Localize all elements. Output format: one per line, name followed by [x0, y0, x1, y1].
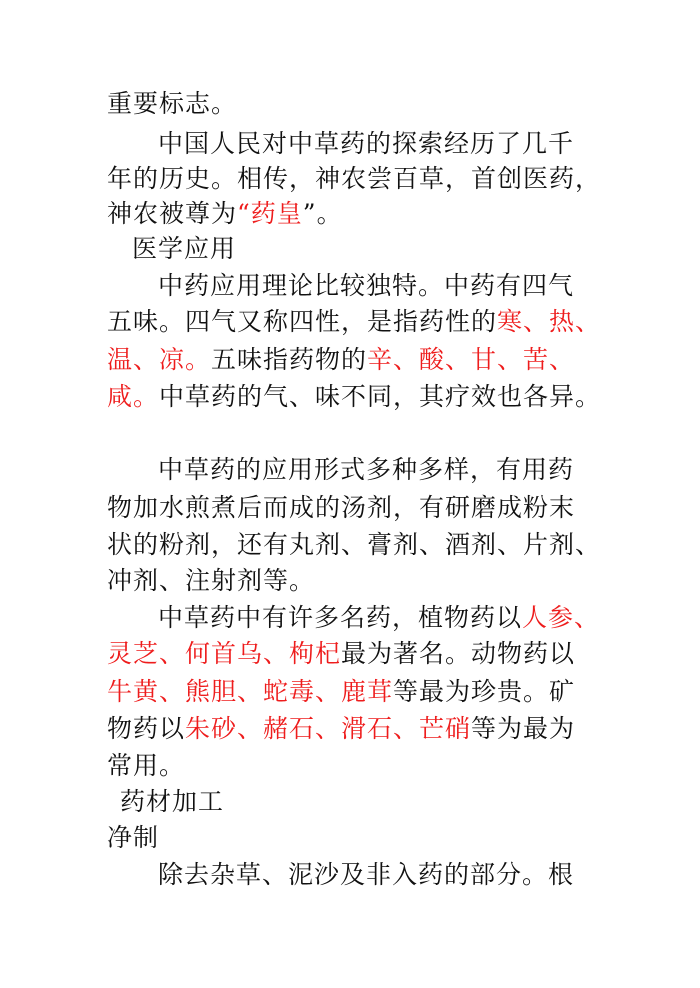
text-segment: 最为著名。动物药以: [341, 639, 576, 668]
text-line: [107, 748, 185, 784]
text-line: [107, 379, 601, 415]
highlighted-term: 朱砂、赭石、滑石、芒硝: [185, 714, 472, 743]
highlighted-term: 辛、酸、甘、苦、: [367, 345, 576, 374]
highlighted-term: 温、凉。: [107, 345, 212, 374]
text-line: [107, 161, 601, 197]
highlighted-term: 咸。: [107, 382, 160, 411]
text-line: [107, 196, 343, 232]
text-segment: 五味指药物的: [211, 345, 368, 374]
text-segment: 物药以: [107, 714, 186, 743]
text-line: [107, 490, 575, 526]
text-line: [107, 636, 575, 672]
text-segment: 物加水煎煮后而成的汤剂，有研磨成粉末: [107, 493, 576, 522]
paragraph-start-line: [158, 452, 574, 488]
text-segment: 中草药中有许多名药，植物药以: [158, 603, 523, 632]
paragraph-start-line: [158, 268, 574, 304]
section-heading: [132, 231, 236, 267]
text-line: [107, 342, 575, 378]
text-segment: 神农被尊为: [107, 199, 238, 228]
highlighted-term: 寒、热、: [497, 307, 602, 336]
paragraph-start-line: [158, 600, 600, 636]
subsection-heading: [107, 820, 159, 856]
text-segment: 常用。: [107, 751, 186, 780]
text-segment: 除去杂草、泥沙及非入药的部分。根: [158, 860, 575, 889]
text-segment: 药材加工: [120, 787, 225, 816]
text-segment: 中国人民对中草药的探索经历了几千: [158, 129, 575, 158]
highlighted-term: “药皇: [237, 199, 303, 228]
highlighted-term: 灵芝、何首乌、枸杞: [107, 639, 342, 668]
text-segment: 中草药的应用形式多种多样，有用药: [158, 455, 575, 484]
highlighted-term: 牛黄、熊胆、蛇毒、鹿茸: [107, 677, 394, 706]
text-segment: 等最为珍贵。矿: [393, 677, 576, 706]
highlighted-term: 人参、: [522, 603, 601, 632]
text-segment: ”。: [302, 199, 343, 228]
text-segment: 五味。四气又称四性，是指药性的: [107, 307, 498, 336]
text-segment: 状的粉剂，还有丸剂、膏剂、酒剂、片剂、: [107, 530, 602, 559]
text-line: [107, 527, 601, 563]
text-segment: 重要标志。: [107, 89, 238, 118]
paragraph-start-line: [158, 126, 574, 162]
text-line: [107, 711, 575, 747]
text-segment: 净制: [107, 823, 160, 852]
text-line: [107, 674, 575, 710]
text-segment: 医学应用: [132, 234, 237, 263]
text-line: [107, 563, 315, 599]
text-segment: 冲剂、注射剂等。: [107, 566, 316, 595]
text-line: [107, 86, 237, 122]
section-heading: [120, 784, 224, 820]
text-segment: 年的历史。相传，神农尝百草，首创医药，: [107, 164, 602, 193]
text-segment: 中药应用理论比较独特。中药有四气: [158, 271, 575, 300]
text-segment: 中草药的气、味不同，其疗效也各异。: [159, 382, 602, 411]
text-segment: 等为最为: [471, 714, 576, 743]
text-line: [107, 304, 601, 340]
paragraph-start-line: [158, 857, 574, 893]
